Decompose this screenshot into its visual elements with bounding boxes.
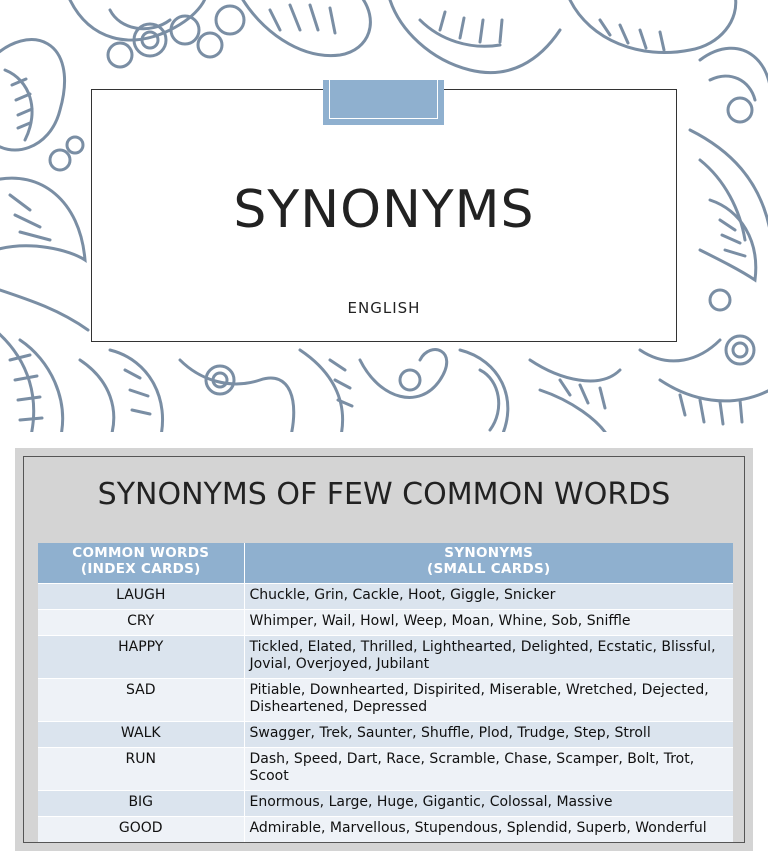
word-cell: GOOD <box>38 817 244 843</box>
presentation-title: SYNONYMS <box>233 180 535 240</box>
word-cell: RUN <box>38 748 244 791</box>
synonyms-cell: Enormous, Large, Huge, Gigantic, Colossal, Massive <box>244 791 733 817</box>
table-row <box>38 610 733 636</box>
synonyms-cell: Pitiable, Downhearted, Dispirited, Miserable, Wretched, Dejected, Disheartened, Depressed <box>244 679 733 722</box>
word-cell: SAD <box>38 679 244 722</box>
title-slide <box>0 0 768 432</box>
word-cell: CRY <box>38 610 244 636</box>
table-header-row <box>38 543 733 584</box>
word-cell: LAUGH <box>38 584 244 610</box>
title-card <box>91 89 677 342</box>
title-accent-tab <box>323 80 444 125</box>
word-cell: WALK <box>38 722 244 748</box>
presentation-subtitle: ENGLISH <box>347 299 421 317</box>
table-row <box>38 748 733 791</box>
slide-title: SYNONYMS OF FEW COMMON WORDS <box>97 477 671 512</box>
synonyms-cell: Tickled, Elated, Thrilled, Lighthearted, Delighted, Ecstatic, Blissful, Jovial, Overjoyed, Jubilant <box>244 636 733 679</box>
table-row <box>38 791 733 817</box>
word-cell: HAPPY <box>38 636 244 679</box>
header-common-words: COMMON WORDS (INDEX CARDS) <box>38 543 244 584</box>
table-row <box>38 722 733 748</box>
synonyms-cell: Whimper, Wail, Howl, Weep, Moan, Whine, Sob, Sniffle <box>244 610 733 636</box>
table-row <box>38 679 733 722</box>
synonyms-cell: Admirable, Marvellous, Stupendous, Splendid, Superb, Wonderful <box>244 817 733 843</box>
synonyms-cell: Swagger, Trek, Saunter, Shuffle, Plod, Trudge, Step, Stroll <box>244 722 733 748</box>
synonyms-cell: Chuckle, Grin, Cackle, Hoot, Giggle, Snicker <box>244 584 733 610</box>
word-cell: BIG <box>38 791 244 817</box>
synonyms-table <box>38 543 733 842</box>
table-row <box>38 636 733 679</box>
synonyms-cell: Dash, Speed, Dart, Race, Scramble, Chase, Scamper, Bolt, Trot, Scoot <box>244 748 733 791</box>
table-row <box>38 584 733 610</box>
table-row <box>38 817 733 843</box>
header-synonyms: SYNONYMS (SMALL CARDS) <box>244 543 733 584</box>
